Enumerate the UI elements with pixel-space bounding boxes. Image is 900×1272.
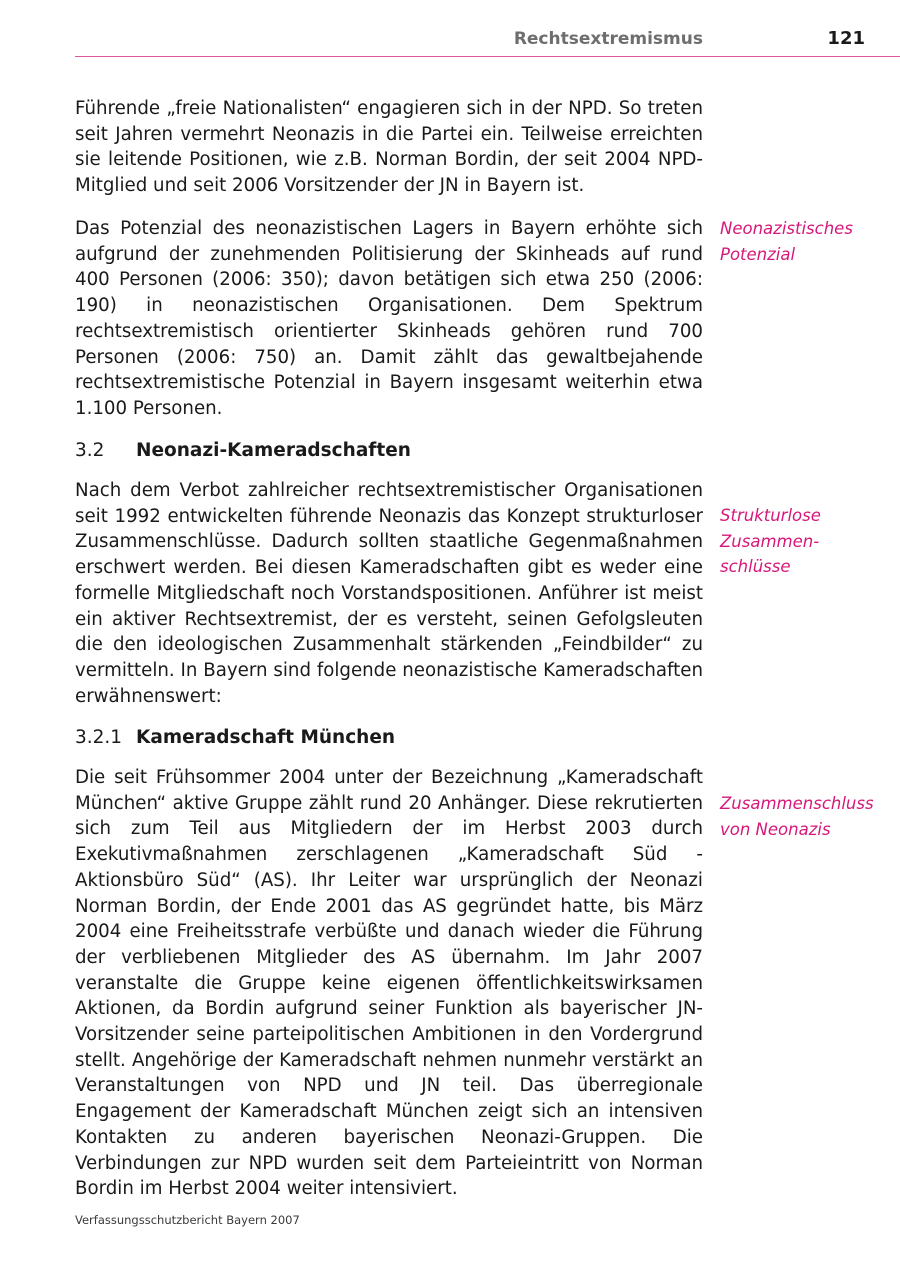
heading-3-2 (75, 438, 411, 464)
margin-note-potential (720, 216, 895, 267)
heading-number: 3.2 (75, 440, 105, 461)
page-number: 121 (827, 28, 865, 49)
margin-note-line: Zusammenschluss (720, 794, 874, 813)
heading-number: 3.2.1 (75, 727, 123, 748)
section-title: Rechtsextremismus (513, 29, 703, 49)
margin-note-line: Potenzial (720, 244, 796, 264)
margin-note-line: Zusammen- (720, 531, 820, 551)
margin-note-line: schlüsse (720, 557, 791, 577)
heading-3-2-1 (75, 725, 395, 751)
margin-note-line: von Neonazis (720, 819, 831, 839)
paragraph-kameradschaft-muenchen: Die seit Frühsommer 2004 unter der Bezeichnung „Kameradschaft München“ aktive Gruppe zählt rund 20 Anhänger. Diese rekrutierten sich zum Teil aus Mitgliedern der im Herbst 2003 durch Exekutivmaßnahmen zerschlagenen „Kameradschaft Süd - Aktionsbüro Süd“ (AS). Ihr Leiter war ursprünglich der Neonazi Norman Bordin, der Ende 2001 das AS gegründet hatte, bis März 2004 eine Freiheitsstrafe verbüßte und danach wieder die Führung der verbliebenen Mitglieder des AS übernahm. Im Jahr 2007 veranstalte die Gruppe keine eigenen öffentlichkeitswirksamen Aktionen, da Bordin aufgrund seiner Funktion als bayerischer JN-Vorsitzender seine parteipolitischen Ambitionen in den Vordergrund stellt. Angehörige der Kameradschaft nehmen nunmehr verstärkt an Veranstaltungen von NPD und JN teil. Das überregionale Engagement der Kameradschaft München zeigt sich an intensiven Kontakten zu anderen bayerischen Neonazi-Gruppen. Die Verbindungen zur NPD wurden seit dem Parteieintritt von Norman Bordin im Herbst 2004 weiter intensiviert. (75, 767, 703, 1200)
paragraph-npd-nationalists: Führende „freie Nationalisten“ engagieren sich in der NPD. So treten seit Jahren vermehrt Neonazis in die Partei ein. Teilweise erreichten sie leitende Positionen, wie z.B. Norman Bordin, der seit 2004 NPD-Mitglied und seit 2006 Vorsitzender der JN in Bayern ist. (75, 98, 703, 197)
paragraph-kameradschaften: Nach dem Verbot zahlreicher rechtsextremistischer Organisationen seit 1992 entwickelten führende Neonazis das Konzept strukturloser Zusammenschlüsse. Dadurch sollten staatliche Gegenmaßnahmen erschwert werden. Bei diesen Kameradschaften gibt es weder eine formelle Mitgliedschaft noch Vorstandspositionen. Anführer ist meist ein aktiver Rechtsextremist, der es versteht, seinen Gefolgsleuten die den ideologischen Zusammenhalt stärkenden „Feindbilder“ zu vermitteln. In Bayern sind folgende neonazistische Kameradschaften erwähnenswert: (75, 480, 703, 707)
running-header (75, 28, 900, 57)
page-footer: Verfassungsschutzbericht Bayern 2007 (75, 1213, 300, 1227)
paragraph-potential: Das Potenzial des neonazistischen Lagers in Bayern erhöhte sich aufgrund der zunehmenden Politisierung der Skinheads auf rund 400 Personen (2006: 350); davon betätigen sich etwa 250 (2006: 190) in neonazistischen Organisationen. Dem Spektrum rechtsextremistisch orientierter Skinheads gehören rund 700 Personen (2006: 750) an. Damit zählt das gewaltbejahende rechtsextremistische Potenzial in Bayern insgesamt weiterhin etwa 1.100 Personen. (75, 218, 703, 419)
heading-text: Kameradschaft München (136, 727, 396, 748)
margin-note-neonazi-union (720, 791, 895, 842)
margin-note-line: Strukturlose (720, 506, 821, 525)
margin-note-line: Neonazistisches (720, 219, 853, 238)
heading-text: Neonazi-Kameradschaften (136, 440, 411, 461)
margin-note-structureless (720, 503, 895, 580)
